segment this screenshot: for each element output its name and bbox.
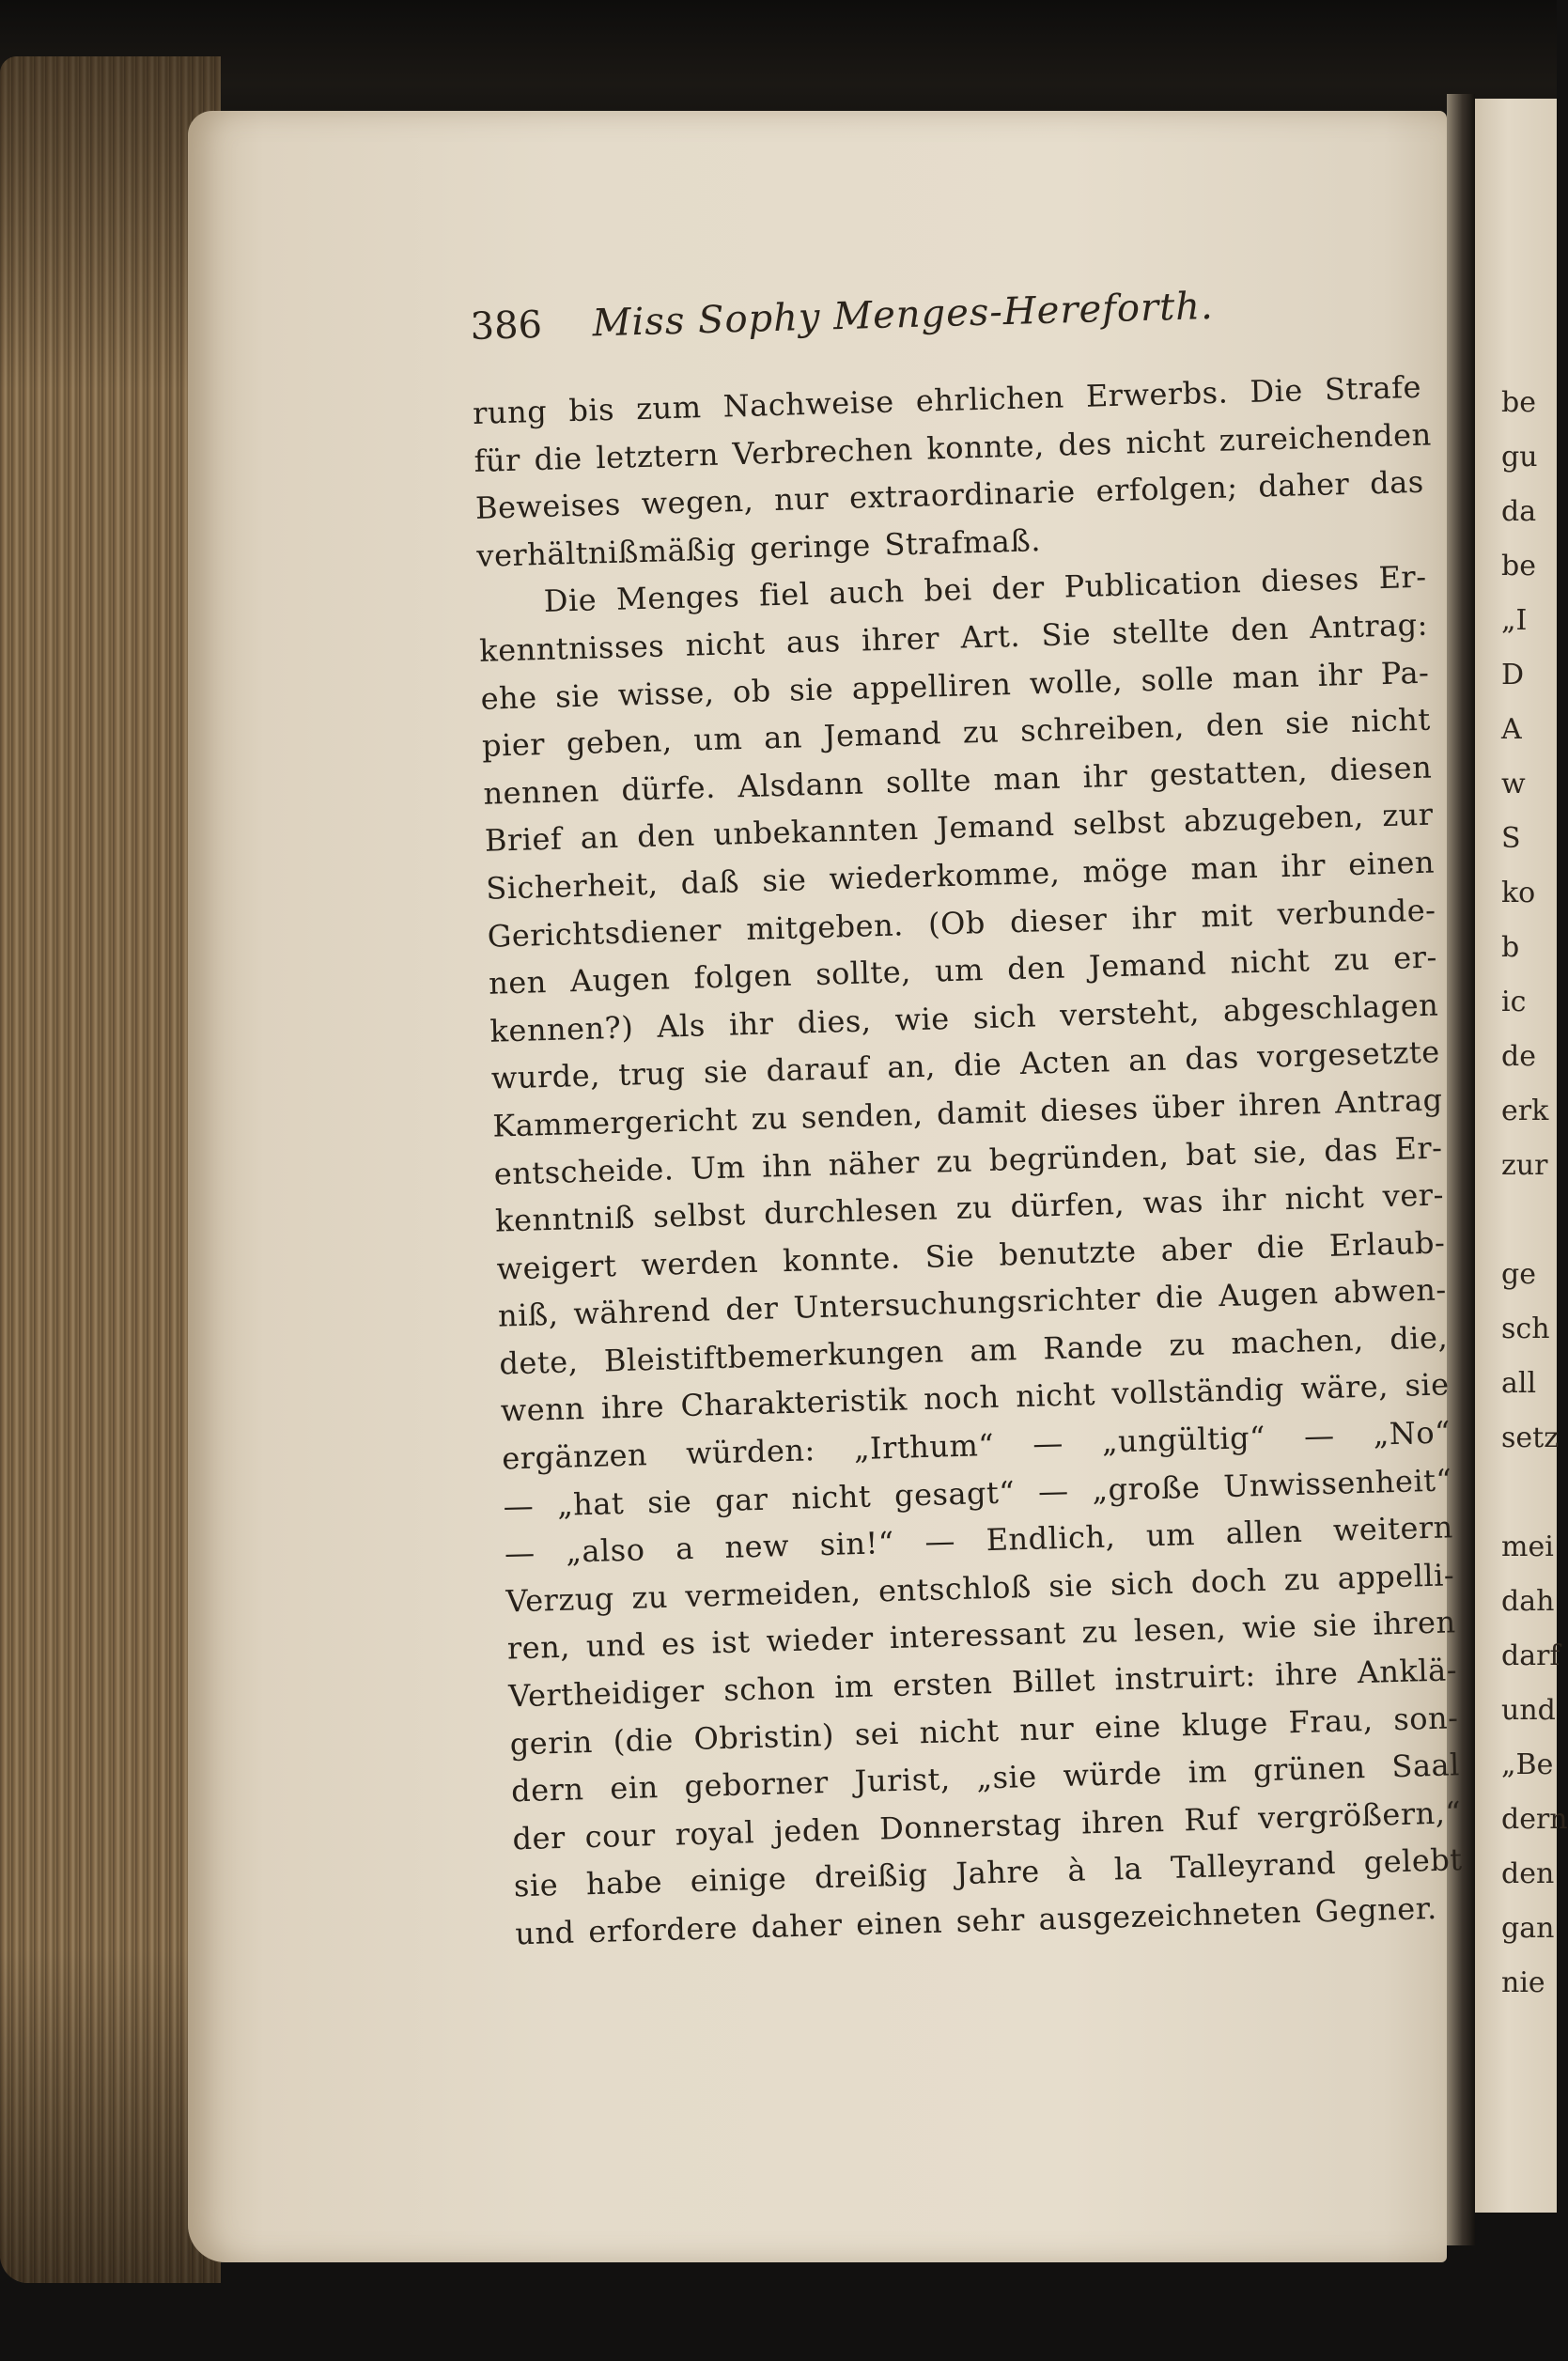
text-line: Gerichtsdiener mitgeben. (Ob dieser ihr mit verbunde- bbox=[487, 892, 1436, 955]
text-line: nennen dürfe. Alsdann sollte man ihr gestatten, diesen bbox=[482, 749, 1433, 812]
facing-page-fragment: dern bbox=[1501, 1803, 1568, 1836]
text-line: kennen?) Als ihr dies, wie sich versteht, abgeschlagen bbox=[489, 986, 1439, 1049]
facing-page-fragment: den bbox=[1501, 1857, 1555, 1890]
facing-page-fragment: A bbox=[1501, 713, 1522, 746]
text-line: niß, während der Untersuchungsrichter die Augen abwen- bbox=[497, 1271, 1448, 1334]
text-line: Beweises wegen, nur extraordinarie erfolgen; daher das bbox=[474, 463, 1425, 527]
text-line: Brief an den unbekannten Jemand selbst abzugeben, zur bbox=[484, 796, 1435, 860]
facing-page-fragment: D bbox=[1501, 659, 1525, 691]
text-line: Verzug zu vermeiden, entschloß sie sich doch zu appelli- bbox=[505, 1557, 1455, 1620]
facing-page-fragment: be bbox=[1501, 550, 1536, 582]
page-number: 386 bbox=[470, 303, 543, 349]
text-line: pier geben, um an Jemand zu schreiben, den sie nicht bbox=[481, 701, 1432, 764]
text-line: nen Augen folgen sollte, um den Jemand nicht zu er- bbox=[488, 939, 1438, 1002]
facing-page-fragment: ge bbox=[1501, 1258, 1536, 1291]
text-line: Kammergericht zu senden, damit dieses über ihren Antrag bbox=[491, 1081, 1444, 1144]
facing-page-fragment: S bbox=[1501, 822, 1521, 855]
facing-page-fragment bbox=[1501, 1193, 1554, 1248]
text-line: weigert werden konnte. Sie benutzte aber die Erlaub- bbox=[496, 1224, 1446, 1287]
text-line: rung bis zum Nachweise ehrlichen Erwerbs. Die Strafe bbox=[472, 368, 1422, 431]
facing-page-text-fragments bbox=[1501, 376, 1568, 2011]
facing-page-fragment: und bbox=[1501, 1694, 1556, 1727]
text-line: und erfordere daher einen sehr ausgezeichneten Gegner. bbox=[514, 1889, 1438, 1952]
facing-page-fragment: „Be bbox=[1501, 1748, 1554, 1781]
text-line: kenntniß selbst durchlesen zu dürfen, was ihr nicht ver- bbox=[494, 1176, 1445, 1239]
facing-page-fragment: ic bbox=[1501, 986, 1527, 1018]
text-line: gerin (die Obristin) sei nicht nur eine kluge Frau, son- bbox=[509, 1699, 1459, 1763]
facing-page-fragment: ko bbox=[1501, 877, 1536, 909]
facing-page-fragment: gu bbox=[1501, 441, 1538, 474]
facing-page-fragment bbox=[1501, 1466, 1554, 1520]
text-line: Sicherheit, daß sie wiederkomme, möge man ihr einen bbox=[485, 844, 1436, 907]
facing-page-fragment: nie bbox=[1501, 1966, 1545, 1999]
facing-page-fragment: „I bbox=[1501, 604, 1528, 637]
body-text bbox=[473, 363, 1493, 1958]
text-line: dete, Bleistiftbemerkungen am Rande zu machen, die, bbox=[498, 1319, 1449, 1382]
facing-page-fragment: erk bbox=[1501, 1095, 1549, 1127]
facing-page-fragment: sch bbox=[1501, 1313, 1550, 1345]
text-line: wenn ihre Charakteristik noch nicht vollständig wäre, sie bbox=[500, 1366, 1451, 1430]
text-line: dern ein geborner Jurist, „sie würde im grünen Saal bbox=[510, 1747, 1461, 1810]
text-line: ehe sie wisse, ob sie appelliren wolle, solle man ihr Pa- bbox=[480, 654, 1430, 717]
facing-page-fragment: zur bbox=[1501, 1149, 1548, 1182]
facing-page-fragment: darf bbox=[1501, 1639, 1560, 1672]
text-line: wurde, trug sie darauf an, die Acten an das vorgesetzte bbox=[490, 1033, 1441, 1096]
running-title: Miss Sophy Menges-Hereforth. bbox=[591, 284, 1215, 346]
text-line: Vertheidiger schon im ersten Billet instruirt: ihre Anklä- bbox=[507, 1652, 1458, 1715]
text-line: — „also a new sin!“ — Endlich, um allen weitern bbox=[504, 1509, 1454, 1572]
text-line: entscheide. Um ihn näher zu begründen, bat sie, das Er- bbox=[493, 1128, 1443, 1192]
facing-page-fragment: b bbox=[1501, 931, 1520, 964]
text-line: der cour royal jeden Donnerstag ihren Ruf vergrößern,“ bbox=[512, 1794, 1462, 1857]
text-line: für die letztern Verbrechen konnte, des nicht zureichenden bbox=[474, 416, 1433, 479]
text-line: — „hat sie gar nicht gesagt“ — „große Unwissenheit“ bbox=[503, 1461, 1452, 1525]
facing-page-fragment: w bbox=[1501, 768, 1526, 800]
facing-page-fragment: gan bbox=[1501, 1912, 1555, 1945]
facing-page-fragment: da bbox=[1501, 495, 1537, 528]
facing-page-fragment: setz bbox=[1501, 1421, 1560, 1454]
text-line: verhältnißmäßig geringe Strafmaß. bbox=[475, 521, 1042, 574]
text-line: sie habe einige dreißig Jahre à la Talleyrand gelebt bbox=[513, 1841, 1464, 1904]
facing-page-fragment: dah bbox=[1501, 1585, 1555, 1618]
text-line: ergänzen würden: „Irthum“ — „ungültig“ — „No“ bbox=[501, 1414, 1452, 1477]
text-line: ren, und es ist wieder interessant zu lesen, wie sie ihren bbox=[506, 1604, 1457, 1667]
text-line: kenntnisses nicht aus ihrer Art. Sie stellte den Antrag: bbox=[478, 606, 1429, 669]
facing-page-fragment: de bbox=[1501, 1040, 1536, 1073]
facing-page-fragment: mei bbox=[1501, 1530, 1554, 1563]
facing-page-fragment: all bbox=[1501, 1367, 1537, 1400]
text-line: Die Menges fiel auch bei der Publication dieses Er- bbox=[543, 559, 1427, 620]
facing-page-fragment: be bbox=[1501, 386, 1536, 419]
page-content bbox=[470, 278, 1493, 1958]
